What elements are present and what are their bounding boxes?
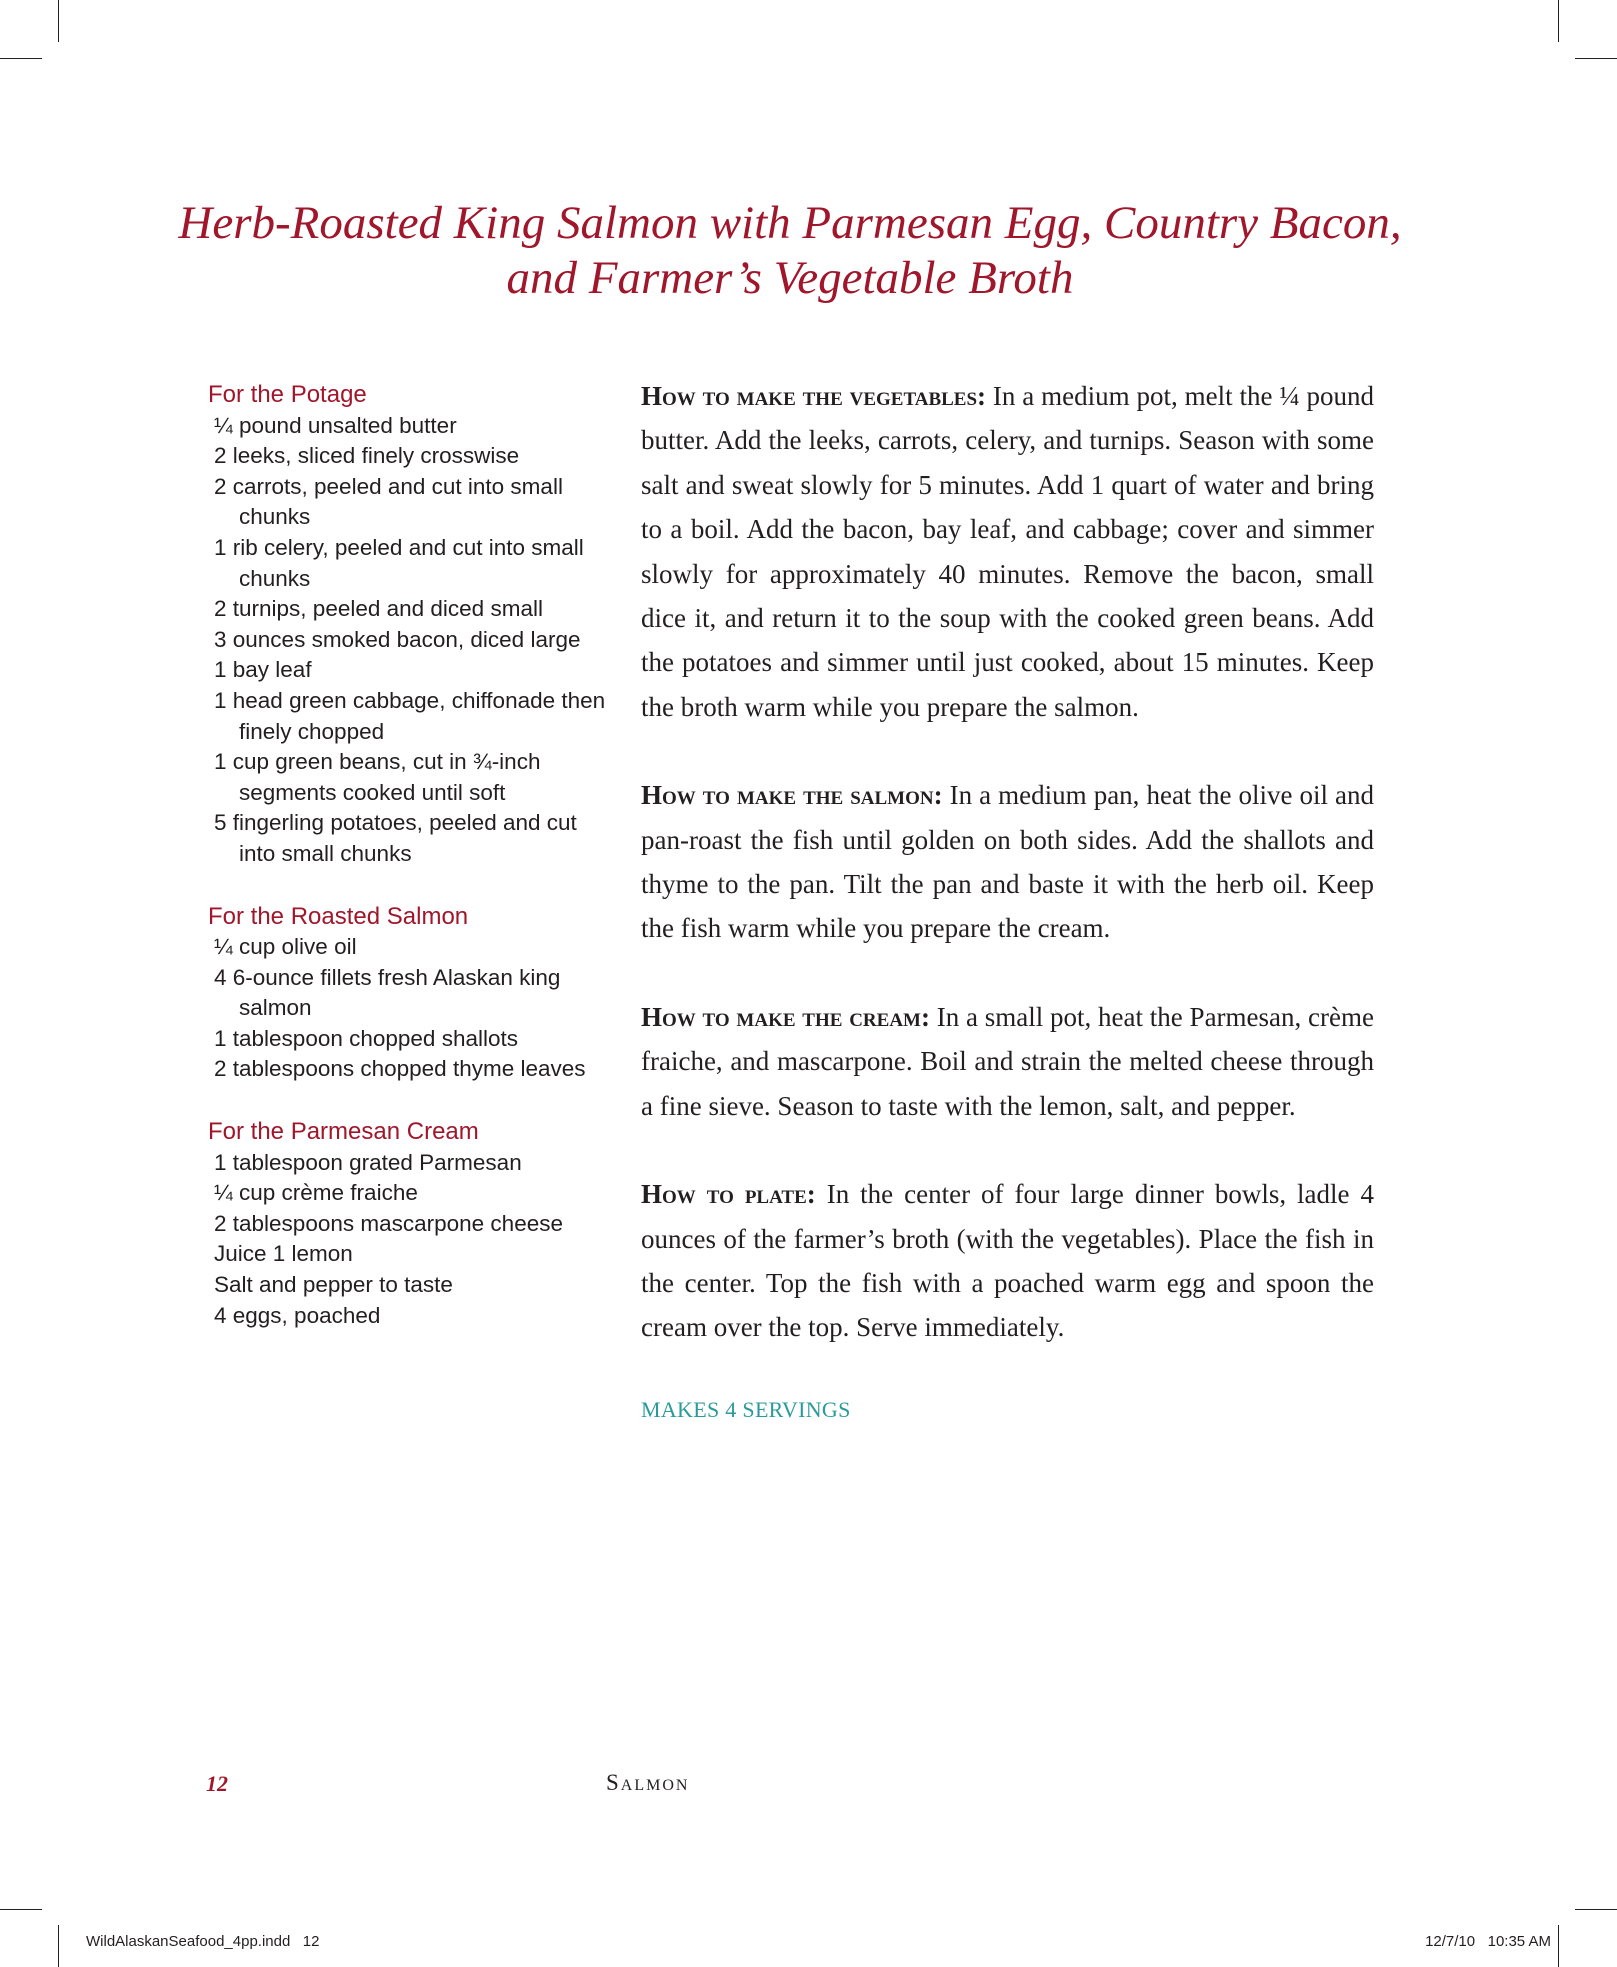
page-number: 12	[206, 1771, 228, 1796]
parmesan-cream-heading: For the Parmesan Cream	[208, 1118, 479, 1146]
ingredient-item: Juice 1 lemon	[214, 1241, 353, 1267]
step-text: In a small pot, heat the Parmesan, crème fraiche, and mascarpone. Boil and strain the melted cheese through a fine sieve. Season to taste with the lemon, salt, and pepper.	[641, 1001, 1374, 1121]
crop-mark-right-bottom	[1575, 1909, 1617, 1910]
step-cream	[641, 995, 1374, 1128]
ingredient-item: 5 fingerling potatoes, peeled and cut into small chunks	[214, 810, 577, 866]
ingredient-item: ¼ cup olive oil	[214, 934, 357, 960]
ingredient-item: 1 tablespoon grated Parmesan	[214, 1149, 522, 1175]
servings-note: MAKES 4 SERVINGS	[641, 1396, 851, 1422]
ingredient-item: 4 6-ounce fillets fresh Alaskan king salmon	[214, 964, 561, 1021]
crop-mark-left-bottom	[0, 1909, 42, 1910]
crop-mark-top-left	[58, 0, 59, 42]
step-vegetables	[641, 374, 1374, 729]
step-label: How to plate:	[641, 1179, 816, 1210]
crop-mark-top-right	[1558, 0, 1559, 42]
ingredient-item: 2 leeks, sliced finely crosswise	[214, 443, 520, 469]
ingredient-item: 3 ounces smoked bacon, diced large	[214, 626, 581, 652]
roasted-salmon-heading: For the Roasted Salmon	[208, 902, 469, 930]
ingredients-column	[208, 380, 608, 1331]
directions-column	[641, 374, 1374, 1426]
ingredient-item: 4 eggs, poached	[214, 1302, 381, 1328]
ingredient-item: 2 turnips, peeled and diced small	[214, 596, 543, 622]
potage-heading: For the Potage	[208, 381, 367, 408]
roasted-salmon-ingredient-list	[208, 932, 608, 1085]
step-text: In the center of four large dinner bowls, ladle 4 ounces of the farmer’s broth (with the vegetables). Place the fish in the center. Top the fish with a poached warm egg and spoon the cream over the top. Serve immediately.	[641, 1179, 1374, 1343]
step-plate	[641, 1172, 1374, 1350]
ingredient-item: 2 tablespoons mascarpone cheese	[214, 1210, 563, 1236]
step-label: How to make the vegetables:	[641, 381, 987, 411]
crop-mark-right-top	[1575, 58, 1617, 59]
crop-mark-bottom-right	[1558, 1925, 1559, 1967]
potage-ingredient-list	[208, 411, 608, 870]
ingredient-item: 1 bay leaf	[214, 657, 312, 683]
ingredient-item: Salt and pepper to taste	[214, 1272, 453, 1298]
ingredient-item: 2 carrots, peeled and cut into small chunks	[214, 473, 563, 530]
step-text: In a medium pan, heat the olive oil and pan-roast the fish until golden on both sides. Add the shallots and thyme to the pan. Tilt the pan and baste it with the herb oil. Keep the fish warm while you prepare the cream.	[641, 780, 1374, 944]
ingredient-item: 1 cup green beans, cut in ¾-inch segments cooked until soft	[214, 749, 541, 805]
recipe-title: Herb-Roasted King Salmon with Parmesan Egg, Country Bacon, and Farmer’s Vegetable Broth	[178, 197, 1402, 304]
ingredient-item: 1 head green cabbage, chiffonade then finely chopped	[214, 687, 606, 744]
parmesan-cream-ingredient-list	[208, 1148, 608, 1332]
step-label: How to make the cream:	[641, 1001, 930, 1032]
slug-timestamp: 12/7/10 10:35 AM	[1425, 1933, 1551, 1950]
step-salmon	[641, 773, 1374, 951]
ingredient-item: 2 tablespoons chopped thyme leaves	[214, 1056, 586, 1082]
ingredient-item: ¼ pound unsalted butter	[214, 412, 457, 438]
step-text: In a medium pot, melt the ¼ pound butter. Add the leeks, carrots, celery, and turnips. Season with some salt and sweat slowly for 5 minutes. Add 1 quart of water and bring to a boil. Add the bacon, bay leaf, and cabbage; cover and simmer slowly for approximately 40 minutes. Remove the bacon, small dice it, and return it to the soup with the cooked green beans. Add the potatoes and simmer until just cooked, about 15 minutes. Keep the broth warm while you prepare the salmon.	[641, 381, 1374, 722]
step-label: How to make the salmon:	[641, 780, 943, 811]
ingredient-item: ¼ cup crème fraiche	[214, 1180, 418, 1206]
slug-filename: WildAlaskanSeafood_4pp.indd 12	[86, 1933, 320, 1950]
ingredient-item: 1 rib celery, peeled and cut into small chunks	[214, 534, 584, 591]
running-head: Salmon	[606, 1770, 690, 1795]
crop-mark-left-top	[0, 58, 42, 59]
ingredient-item: 1 tablespoon chopped shallots	[214, 1025, 518, 1051]
crop-mark-bottom-left	[58, 1925, 59, 1967]
